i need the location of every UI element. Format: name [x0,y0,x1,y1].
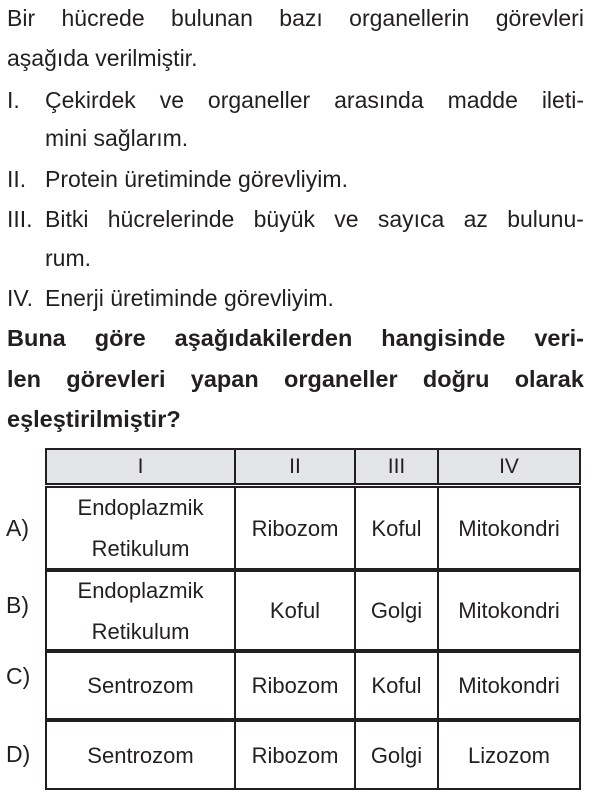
prompt-line-1 [7,324,584,352]
word: doğru [422,366,490,392]
word: görevleri [495,5,584,31]
item-numeral-1: I. [7,87,20,113]
word: Bir [7,5,36,31]
word: hücrede [61,5,145,31]
word: ileti- [541,87,584,113]
word: hücrelerinde [107,206,235,232]
cell-a-col3: Koful [371,515,422,541]
word: görevleri [66,366,166,392]
item-numeral-3: III. [7,206,33,232]
table-header-row [45,448,581,485]
cell-text: Endoplazmik [77,577,204,603]
cell-c-col1: Sentrozom [87,673,194,698]
word: yapan [190,366,259,392]
cell-a-col2: Ribozom [251,515,339,541]
item-2-line-1: Protein üretiminde görevliyim. [45,166,348,192]
cell-a-col1 [47,488,234,568]
word: organeller [283,366,398,392]
word: bazı [279,5,323,31]
word: ve [334,206,359,232]
option-letter-b[interactable]: B) [6,592,29,618]
word: organeller [207,87,311,113]
cell-text: Retikulum [91,536,190,561]
item-3-line-1 [45,205,584,233]
word: Çekirdek [45,87,136,113]
word: hangisinde [381,325,506,351]
item-4-line-1: Enerji üretiminde görevliyim. [45,285,334,311]
item-3-line-2: rum. [45,245,91,271]
table-row-c[interactable] [45,651,581,720]
word: sayıca [377,206,445,232]
cell-c-col4: Mitokondri [458,673,560,698]
prompt-line-2 [7,365,584,393]
header-cell-iv: IV [499,454,519,478]
word: arasında [334,87,424,113]
table-row-d[interactable] [45,720,581,790]
option-letter-c[interactable]: C) [6,663,31,689]
word: göre [94,325,146,351]
table-row-a[interactable] [45,486,581,570]
cell-b-col3: Golgi [370,598,423,623]
word: az [463,206,488,232]
word: Buna [7,325,66,351]
word: madde [447,87,518,113]
cell-c-col2: Ribozom [251,673,339,698]
header-cell-i: I [137,454,144,478]
word: bulunan [171,5,253,31]
cell-a-col4: Mitokondri [458,515,560,541]
cell-b-col2: Koful [269,598,321,623]
word: olarak [514,366,584,392]
item-numeral-4: IV. [7,285,34,311]
word: bulunu- [507,206,584,232]
option-letter-a[interactable]: A) [6,515,29,541]
word: organellerin [349,5,470,31]
word: veri- [534,325,584,351]
cell-b-col4: Mitokondri [458,598,560,623]
cell-text: Retikulum [91,618,190,644]
word: len [7,366,41,392]
word: büyük [253,206,315,232]
cell-d-col2: Ribozom [251,742,339,768]
word: aşağıdakilerden [174,325,353,351]
cell-d-col4: Lizozom [468,742,550,768]
header-cell-ii: II [289,454,301,478]
question-intro-line-2: aşağıda verilmiştir. [7,45,198,71]
word: ve [159,87,184,113]
cell-d-col3: Golgi [370,742,423,768]
option-letter-d[interactable]: D) [6,741,31,767]
answer-table [45,448,581,790]
prompt-line-3: eşleştirilmiştir? [7,406,181,432]
word: Bitki [45,206,89,232]
table-row-b[interactable] [45,570,581,651]
header-cell-iii: III [387,454,406,478]
cell-d-col1: Sentrozom [87,742,194,768]
cell-text: Endoplazmik [77,495,204,520]
question-intro-line-1 [7,4,584,32]
cell-c-col3: Koful [371,673,422,698]
item-1-line-2: mini sağlarım. [45,125,189,151]
item-1-line-1 [45,86,584,114]
cell-b-col1 [47,572,234,649]
item-numeral-2: II. [7,166,27,192]
